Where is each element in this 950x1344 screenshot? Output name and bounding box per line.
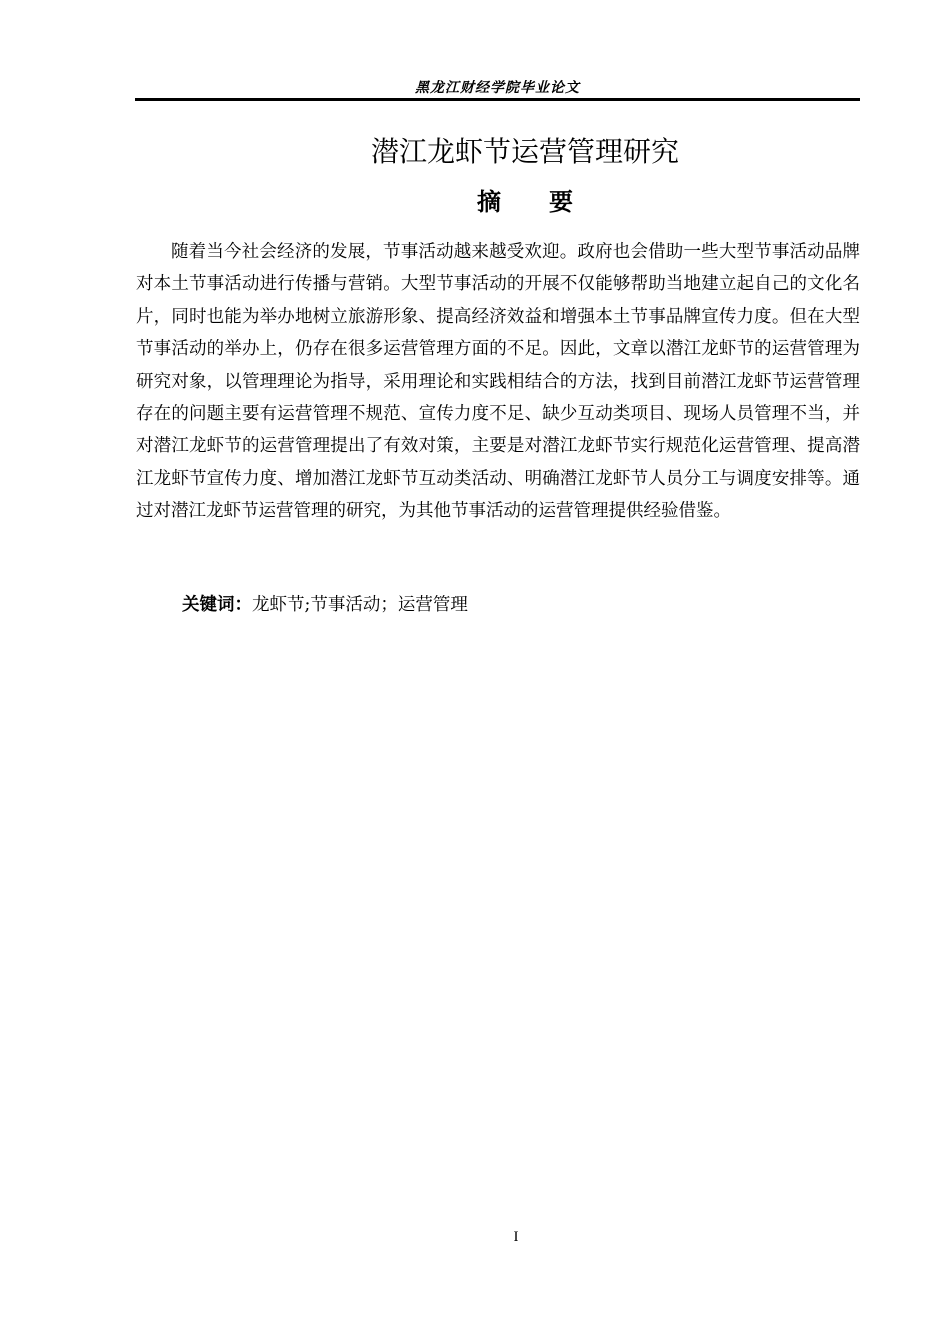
- page-number: I: [513, 1229, 519, 1245]
- abstract-body: 随着当今社会经济的发展，节事活动越来越受欢迎。政府也会借助一些大型节事活动品牌对本土节事活动进行传播与营销。大型节事活动的开展不仅能够帮助当地建立起自己的文化名片，同时也能为举办地树立旅游形象、提高经济效益和增强本土节事品牌宣传力度。但在大型节事活动的举办上，仍存在很多运营管理方面的不足。因此，文章以潜江龙虾节的运营管理为研究对象，以管理理论为指导，采用理论和实践相结合的方法，找到目前潜江龙虾节运营管理存在的问题主要有运营管理不规范、宣传力度不足、缺少互动类项目、现场人员管理不当，并对潜江龙虾节的运营管理提出了有效对策，主要是对潜江龙虾节实行规范化运营管理、提高潜江龙虾节宣传力度、增加潜江龙虾节互动类活动、明确潜江龙虾节人员分工与调度安排等。通过对潜江龙虾节运营管理的研究，为其他节事活动的运营管理提供经验借鉴。: [136, 242, 860, 522]
- keywords-line: [182, 592, 862, 618]
- running-header: 黑龙江财经学院毕业论文: [415, 80, 580, 96]
- keywords-label: 关键词：: [182, 595, 252, 615]
- abstract-heading: 摘要: [477, 188, 621, 216]
- document-title: 潜江龙虾节运营管理研究: [370, 135, 679, 168]
- keywords-value: 龙虾节;节事活动；运营管理: [252, 595, 468, 615]
- header-rule: [135, 98, 860, 101]
